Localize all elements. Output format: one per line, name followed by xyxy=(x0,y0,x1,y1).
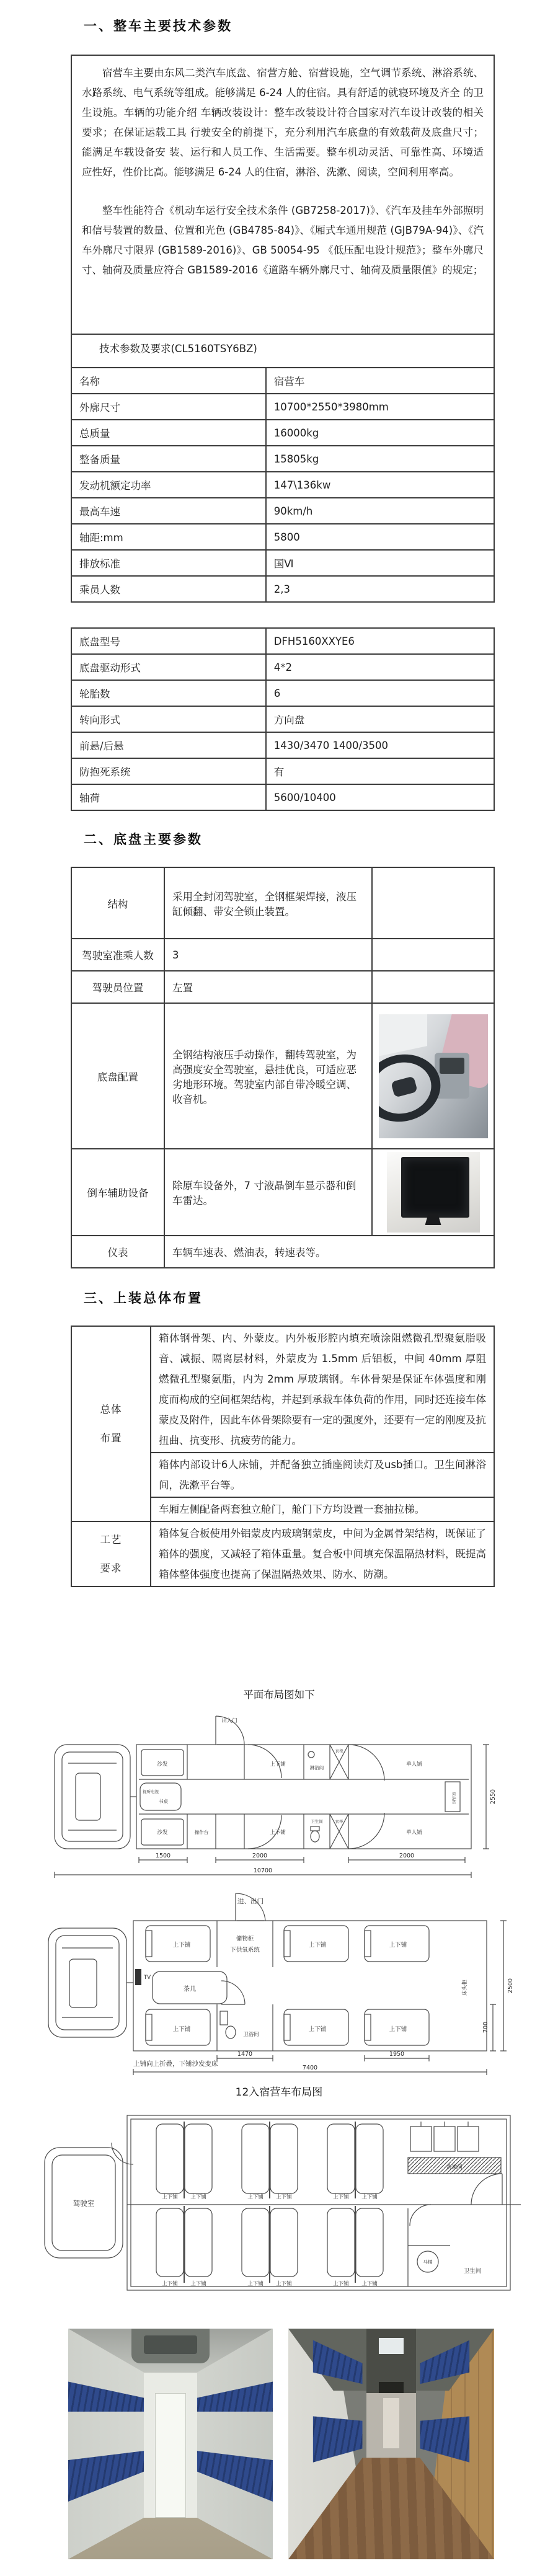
label-bunk: 上下铺 xyxy=(389,2026,407,2033)
table-row xyxy=(71,1521,494,1587)
spec-value: 15805kg xyxy=(266,446,494,472)
table-row xyxy=(71,1326,494,1453)
reversing-monitor-photo xyxy=(387,1152,480,1233)
cab-interior-photo xyxy=(379,1014,488,1138)
table-row xyxy=(71,867,494,939)
ac-vent-grille xyxy=(144,2335,197,2354)
row-image-cell xyxy=(372,867,494,939)
spec-value: 4*2 xyxy=(266,654,494,680)
row-text: 车厢左侧配备两套独立舱门，舱门下方均设置一套抽拉梯。 xyxy=(151,1497,494,1521)
label-bunk: 上下铺 xyxy=(276,2194,292,2200)
label-bunk: 上下铺 xyxy=(270,1761,286,1768)
dim-2000b: 2000 xyxy=(399,1852,415,1859)
label-bunk: 上下铺 xyxy=(172,1942,191,1949)
spec-value: 宿营车 xyxy=(266,368,494,394)
chassis-detail-table xyxy=(71,867,495,1268)
label-bunk: 上下铺 xyxy=(190,2194,206,2200)
row-label: 驾驶员位置 xyxy=(71,971,164,1003)
table-row xyxy=(71,550,494,576)
label-bunk: 上下铺 xyxy=(361,2281,378,2287)
dim-1500: 1500 xyxy=(155,1852,171,1859)
spec-value: DFH5160XXYE6 xyxy=(266,628,494,654)
box-outline xyxy=(136,1716,471,1849)
table-row xyxy=(71,654,494,680)
label-single-bed: 单人铺 xyxy=(406,1830,422,1836)
spec-label: 名称 xyxy=(71,368,266,394)
row-label: 结构 xyxy=(71,867,164,939)
beds-bottom-row xyxy=(156,2206,383,2283)
label-nightstand: 床头柜 xyxy=(451,1792,456,1804)
dim-total-10700: 10700 xyxy=(253,1867,273,1874)
label-desk: 书桌 xyxy=(159,1799,168,1804)
row-label: 底盘配置 xyxy=(71,1003,164,1149)
monitor-screen xyxy=(401,1157,469,1218)
row-image-cell xyxy=(372,971,494,1003)
dim-depth-700: 700 xyxy=(482,2021,489,2034)
table-row xyxy=(71,732,494,758)
label-bath-room: 卫浴间 xyxy=(243,2032,259,2038)
intro-box xyxy=(71,55,495,335)
row-label: 倒车辅助设备 xyxy=(71,1149,164,1236)
section-3-title: 三、上装总体布置 xyxy=(84,1291,203,1306)
label-bunk: 上下铺 xyxy=(172,2026,191,2033)
label-shower: 淋浴间 xyxy=(309,1765,324,1771)
cab-top-view xyxy=(55,1745,136,1849)
label-bunk: 上下铺 xyxy=(270,1830,286,1836)
spec-value: 90km/h xyxy=(266,498,494,524)
spec-table-caption-box xyxy=(71,334,495,368)
spec-value: 6 xyxy=(266,680,494,706)
label-washroom: 洗漱间 xyxy=(446,2164,463,2171)
table-row xyxy=(71,680,494,706)
skylight xyxy=(379,2338,404,2354)
spec-value: 10700*2550*3980mm xyxy=(266,394,494,420)
table-row xyxy=(71,706,494,732)
furniture-bottom-row xyxy=(141,1813,384,1849)
table-row xyxy=(71,939,494,971)
spec-value: 有 xyxy=(266,758,494,784)
label-wardrobe: 衣柜 xyxy=(335,1748,343,1753)
spec-value: 方向盘 xyxy=(266,706,494,732)
table-row xyxy=(71,576,494,602)
label-entry-door: 出入门 xyxy=(221,1718,237,1724)
section-2-title: 二、底盘主要参数 xyxy=(84,832,203,847)
spec-value: 147\136kw xyxy=(266,472,494,498)
label-nightstand: 床头柜 xyxy=(462,1980,468,1996)
row-text: 左置 xyxy=(164,971,372,1003)
section-1-title: 一、整车主要技术参数 xyxy=(84,19,232,33)
furniture-top-row xyxy=(141,1745,384,1781)
row-text: 除原车设备外，7 寸液晶倒车显示器和倒车雷达。 xyxy=(164,1149,372,1236)
spec-label: 轴荷 xyxy=(71,784,266,810)
label-single-bed: 单人铺 xyxy=(406,1761,422,1768)
label-bunk: 上下铺 xyxy=(333,2281,349,2287)
dim-2000: 2000 xyxy=(252,1852,268,1859)
body-layout-table xyxy=(71,1326,495,1587)
label-wardrobe: 衣柜 xyxy=(335,1819,343,1824)
dim-total-7400: 7400 xyxy=(302,2065,318,2071)
label-bunk: 上下铺 xyxy=(276,2281,292,2287)
label-bathroom: 卫生间 xyxy=(463,2268,482,2275)
label-bunk: 上下铺 xyxy=(308,1942,327,1949)
row-text: 箱体复合板使用外铝蒙皮内玻璃钢蒙皮，中间为金属骨架结构，既保证了箱体的强度，又减轻了箱体重量。复合板中间填充保温隔热材料，既提高箱体整体强度也提高了保温隔热效果、防水、防潮。 xyxy=(151,1521,494,1587)
label-tv: TV xyxy=(144,1975,151,1981)
door-swing-right xyxy=(471,2174,502,2205)
spec-label: 乘员人数 xyxy=(71,576,266,602)
spec-label: 最高车速 xyxy=(71,498,266,524)
door-swing-bath xyxy=(410,2205,431,2226)
label-tea-table: 茶几 xyxy=(183,1985,197,1993)
row-text: 箱体钢骨架、内、外蒙皮。内外板形腔内填充喷涂阻燃微孔型聚氨脂吸音、减振、隔离层材料，外蒙皮为 1.5mm 后铝板，中间 40mm 厚阻燃微孔型聚氨脂，内为 2mm 厚玻璃钢。车体骨架是保证车体强度和刚度而构成的空间框架结构，并起到承载车体负荷的作用，同时还连接车体蒙皮及附件，因此车体骨架除要有一定的强度外，还要有一定的刚度及抗扭曲、抗变形、抗疲劳的能力。 xyxy=(151,1326,494,1453)
spec-label: 轮胎数 xyxy=(71,680,266,706)
row-text: 车辆车速表、燃油表，转速表等。 xyxy=(164,1236,494,1268)
label-entry-exit-door: 进、出门 xyxy=(237,1898,264,1905)
label-bunk: 上下铺 xyxy=(190,2281,206,2287)
row-text: 全钢结构液压手动操作，翻转驾驶室，为高强度安全驾驶室，悬挂优良，可适应恶劣地形环境。驾驶室内部自带冷暖空调、收音机。 xyxy=(164,1003,372,1149)
spec-label: 排放标准 xyxy=(71,550,266,576)
table-row xyxy=(71,628,494,654)
row-text: 采用全封闭驾驶室，全钢框架焊接，液压缸倾翻、带安全锁止装置。 xyxy=(164,867,372,939)
interior-corridor-photo-1 xyxy=(68,2329,273,2559)
label-bunk: 上下铺 xyxy=(162,2281,178,2287)
dim-1950: 1950 xyxy=(389,2051,405,2058)
cab-console-screen xyxy=(440,1058,464,1074)
spec-label: 底盘型号 xyxy=(71,628,266,654)
beds-top-row xyxy=(156,2122,383,2198)
spec-table-caption: 技术参数及要求(CL5160TSY6BZ) xyxy=(99,343,257,355)
floor-plan-overview xyxy=(31,1709,527,1885)
interior-corridor-photo-2 xyxy=(288,2329,494,2559)
label-console: 操作台 xyxy=(194,1830,209,1835)
layout-12-caption: 12入宿营车布局图 xyxy=(235,2086,323,2099)
row-label: 仪表 xyxy=(71,1236,164,1268)
spec-label: 底盘驱动形式 xyxy=(71,654,266,680)
row-label: 总体布置 xyxy=(71,1326,151,1521)
row-image-cell xyxy=(372,939,494,971)
dim-1470: 1470 xyxy=(237,2051,253,2058)
row-label: 工艺要求 xyxy=(71,1521,151,1587)
spec-label: 转向形式 xyxy=(71,706,266,732)
bathroom-area xyxy=(408,2208,450,2286)
label-bunk: 上下铺 xyxy=(308,2026,327,2033)
table-row xyxy=(71,758,494,784)
cab-window xyxy=(379,1014,427,1057)
spec-label: 总质量 xyxy=(71,420,266,446)
spec-value: 5600/10400 xyxy=(266,784,494,810)
furniture-mid-row xyxy=(140,1782,460,1812)
spec-value: 2,3 xyxy=(266,576,494,602)
row-image-cell xyxy=(372,1149,494,1236)
cab-top-view xyxy=(48,1928,133,2037)
note-folding-bunk: 上铺向上折叠，下铺沙发变床 xyxy=(133,2060,218,2068)
label-bunk: 上下铺 xyxy=(389,1942,407,1949)
table-row xyxy=(71,1149,494,1236)
label-bunk: 上下铺 xyxy=(361,2194,378,2200)
bathroom xyxy=(220,1981,245,2038)
label-toilet: 马桶 xyxy=(423,2259,433,2265)
table-row xyxy=(71,368,494,394)
table-row xyxy=(71,784,494,810)
spec-label: 防抱死系统 xyxy=(71,758,266,784)
label-sofa: 沙发 xyxy=(157,1761,168,1768)
table-row xyxy=(71,1236,494,1268)
table-row xyxy=(71,420,494,446)
label-bunk: 上下铺 xyxy=(247,2194,264,2200)
spec-value: 5800 xyxy=(266,524,494,550)
label-bunk: 上下铺 xyxy=(247,2281,264,2287)
label-tv: 视听电视 xyxy=(143,1789,159,1794)
dim-height-2500: 2500 xyxy=(507,1978,514,1994)
spec-value: 1430/3470 1400/3500 xyxy=(266,732,494,758)
end-window xyxy=(383,2398,400,2449)
label-sofa: 沙发 xyxy=(157,1830,168,1836)
spec-label: 前悬/后悬 xyxy=(71,732,266,758)
floor-plan-12-person xyxy=(31,1890,527,2076)
table-row xyxy=(71,446,494,472)
row-text: 箱体内部设计6人床铺，并配备独立插座阅读灯及usb插口。卫生间淋浴间，洗漱平台等。 xyxy=(151,1453,494,1497)
label-bunk: 上下铺 xyxy=(333,2194,349,2200)
floor-plan-caption: 平面布局图如下 xyxy=(243,1689,315,1701)
spec-value: 国Ⅵ xyxy=(266,550,494,576)
end-door xyxy=(155,2393,186,2518)
spec-label: 整备质量 xyxy=(71,446,266,472)
table-row xyxy=(71,524,494,550)
table-row xyxy=(71,498,494,524)
row-image-cell xyxy=(372,1003,494,1149)
intro-paragraph-1: 宿营车主要由东风二类汽车底盘、宿营方舱、宿营设施，空气调节系统、淋浴系统、水路系统、电气系统等组成。能够满足 6-24 人的住宿。具有舒适的就寝环境及齐全 的卫生设施。车辆的功能介绍 车辆改装设计：整车改装设计符合国家对汽车设计改装的相关要求；在保证运载工具 行驶安全的前提下，充分利用汽车底盘的有效载荷及底盘尺寸；能满足车载设备安 装、运行和人员工作、生活需要。整车机动灵活、可靠性高、环境适应性好，性价比高。能够满足 6-24 人的住宿，淋浴、洗漱、阅读，空间利用率高。 xyxy=(82,67,484,178)
dim-height-2550: 2550 xyxy=(490,1789,497,1805)
chassis-spec-table xyxy=(71,627,495,811)
label-oxygen-system: 下供氧系统 xyxy=(230,1947,260,1954)
table-row xyxy=(71,394,494,420)
spec-label: 轴距:mm xyxy=(71,524,266,550)
floor-plan-bunk-layout xyxy=(31,2105,527,2298)
label-storage: 储物柜 xyxy=(236,1936,254,1942)
spec-label: 外廓尺寸 xyxy=(71,394,266,420)
spec-label: 发动机额定功率 xyxy=(71,472,266,498)
table-row xyxy=(71,971,494,1003)
intro-paragraph-2: 整车性能符合《机动车运行安全技术条件 (GB7258-2017)》、《汽车及挂车外部照明和信号装置的数量、位置和光色 (GB4785-84)》、《厢式车通用规范 (GJB79A-94)》、《汽车外廓尺寸限界 (GB1589-2016)》、GB 50054-95 《低压配电设计规范》；整车外廓尺寸、轴荷及质量应符合 GB1589-2016《道路车辆外廓尺寸、轴荷及质量限值》的规定； xyxy=(82,205,484,276)
table-row xyxy=(71,1003,494,1149)
box-outline xyxy=(112,2115,510,2290)
row-label: 驾驶室准乘人数 xyxy=(71,939,164,971)
table-row xyxy=(71,472,494,498)
label-toilet-room: 卫生间 xyxy=(311,1819,323,1824)
label-bunk: 上下铺 xyxy=(162,2194,178,2200)
vehicle-spec-table xyxy=(71,367,495,603)
spec-value: 16000kg xyxy=(266,420,494,446)
row-text: 3 xyxy=(164,939,372,971)
label-cab: 驾驶室 xyxy=(73,2199,95,2208)
